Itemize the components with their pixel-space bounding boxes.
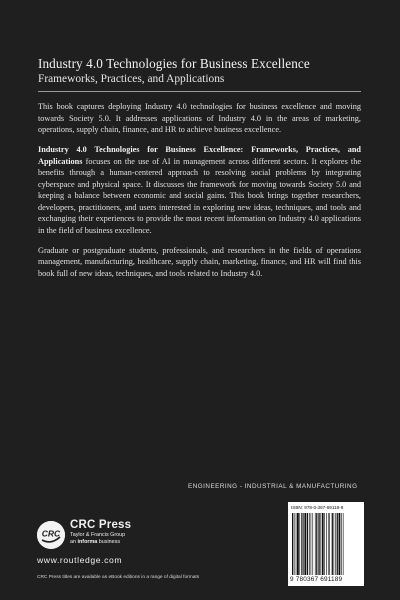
ebook-note: CRC Press titles are available as eBook editions in a range of digital formats	[37, 575, 200, 580]
isbn-barcode-box	[288, 502, 364, 586]
barcode-bar	[299, 513, 300, 575]
publisher-block	[70, 519, 180, 546]
barcode-bar	[309, 513, 310, 575]
barcode-bar	[329, 513, 330, 575]
barcode-bar	[337, 513, 338, 575]
description-paragraph-3: Graduate or postgraduate students, professionals, and researchers in the fields of operations management, manufacturing, healthcare, supply chain, marketing, finance, and HR will find this book full of new ideas, techniques, and tools related to Industry 4.0.	[38, 245, 361, 278]
barcode-bar	[319, 513, 320, 575]
business-prefix: an	[70, 538, 78, 545]
business-suffix: business	[97, 538, 121, 545]
description-paragraph-1: This book captures deploying Industry 4.0 technologies for business excellence and moving towards Society 5.0. It addresses applications of Industry 4.0 in the areas of marketing, operations, supply chain, finance, and HR to achieve business excellence.	[38, 102, 361, 134]
barcode-bar	[339, 513, 341, 575]
description	[38, 101, 361, 288]
barcode-bar	[296, 513, 297, 575]
barcode-bar	[311, 513, 312, 575]
barcode-bar	[335, 513, 336, 575]
barcode-bar	[326, 513, 327, 575]
description-paragraph-2-text: focuses on the use of AI in management across different sectors. It explores the benefits through a human-centered approach to resolving social problems by integrating cyberspace and physical space. It discusses the framework for moving towards Society 5.0 and keeping a balance between economic and social gains. This book brings together researchers, developers, practitioners, and users interested in exploring new ideas, techniques, and tools and exchanging their experiences to provide the most recent information on Industry 4.0 applications in the field of business excellence.	[38, 156, 361, 235]
publisher-name: CRC Press	[70, 519, 132, 531]
barcode-bar	[322, 513, 324, 575]
barcode-bar	[341, 513, 342, 575]
description-bold-title: Industry 4.0 Technologies for Business Excellence: Frameworks, Practices, and Applications	[38, 145, 361, 166]
barcode-bar	[343, 513, 344, 575]
barcode-bar	[318, 513, 319, 575]
isbn-text: ISBN: 978-0-367-69118-9	[291, 505, 344, 510]
book-subtitle: Frameworks, Practices, and Applications	[38, 73, 225, 85]
business-brand: informa	[77, 538, 98, 545]
publisher-website: www.routledge.com	[37, 555, 123, 565]
description-paragraph-2	[38, 144, 361, 236]
crc-logo-mark	[37, 521, 65, 549]
publisher-group: Taylor & Francis Group	[70, 532, 126, 538]
barcode-bar	[332, 513, 333, 575]
book-title: Industry 4.0 Technologies for Business Excellence	[38, 56, 310, 71]
barcode-bar	[303, 513, 304, 575]
barcode-bar	[301, 513, 302, 575]
barcode-bar	[324, 513, 325, 575]
barcode-bar	[307, 513, 308, 575]
barcode-icon	[292, 513, 360, 575]
publisher-business-line	[70, 539, 180, 546]
barcode-bar	[328, 513, 329, 575]
barcode-bar	[297, 513, 299, 575]
crc-logo-text: CRC	[41, 528, 61, 539]
barcode-bar	[294, 513, 295, 575]
title-divider	[38, 91, 361, 92]
crc-press-logo-icon	[37, 521, 65, 549]
barcode-bar	[312, 513, 313, 575]
barcode-number: 9 780367 691189	[290, 576, 343, 583]
barcode-bar	[292, 513, 293, 575]
subject-category: ENGINEERING - INDUSTRIAL & MANUFACTURING	[188, 483, 358, 490]
barcode-bar	[304, 513, 306, 575]
barcode-bar	[316, 513, 317, 575]
barcode-bar	[315, 513, 316, 575]
barcode-bar	[334, 513, 335, 575]
